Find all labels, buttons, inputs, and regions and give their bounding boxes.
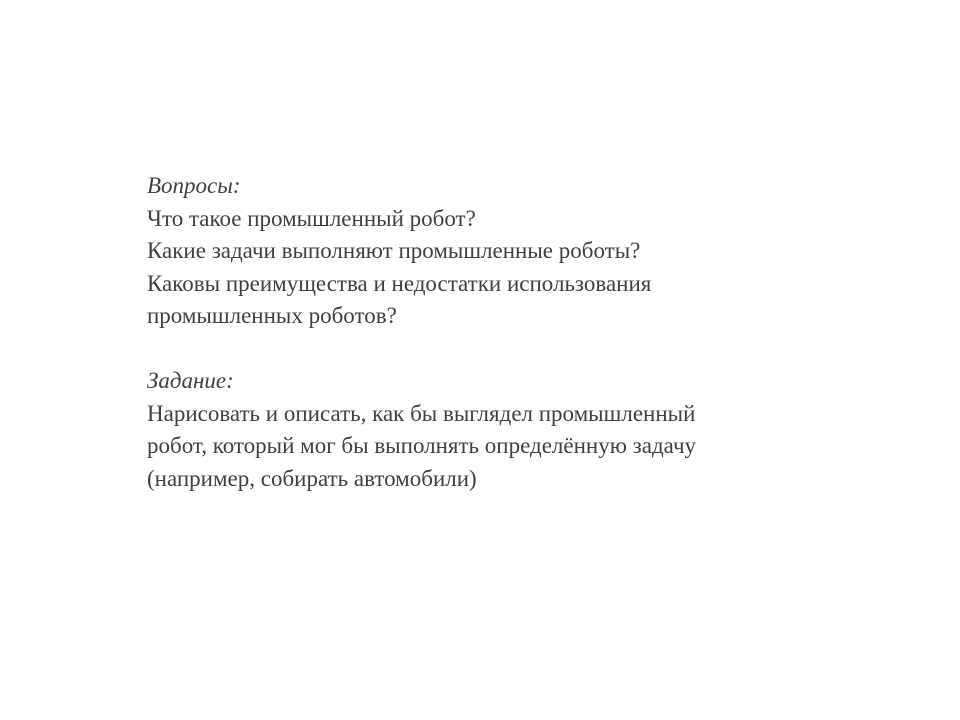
task-heading: Задание: <box>147 368 234 393</box>
question-line-1: Что такое промышленный робот? <box>147 205 476 231</box>
task-line-2: робот, который мог бы выполнять определённую задачу <box>147 433 697 458</box>
slide-text-block <box>147 170 827 495</box>
question-line-4: промышленных роботов? <box>147 303 397 328</box>
section-spacer <box>147 333 827 366</box>
questions-heading: Вопросы: <box>147 173 241 198</box>
question-line-2: Какие задачи выполняют промышленные роботы? <box>147 238 641 263</box>
question-line-3: Каковы преимущества и недостатки использования <box>147 270 652 296</box>
task-line-1: Нарисовать и описать, как бы выглядел промышленный <box>147 400 696 426</box>
task-line-3: (например, собирать автомобили) <box>147 465 477 491</box>
